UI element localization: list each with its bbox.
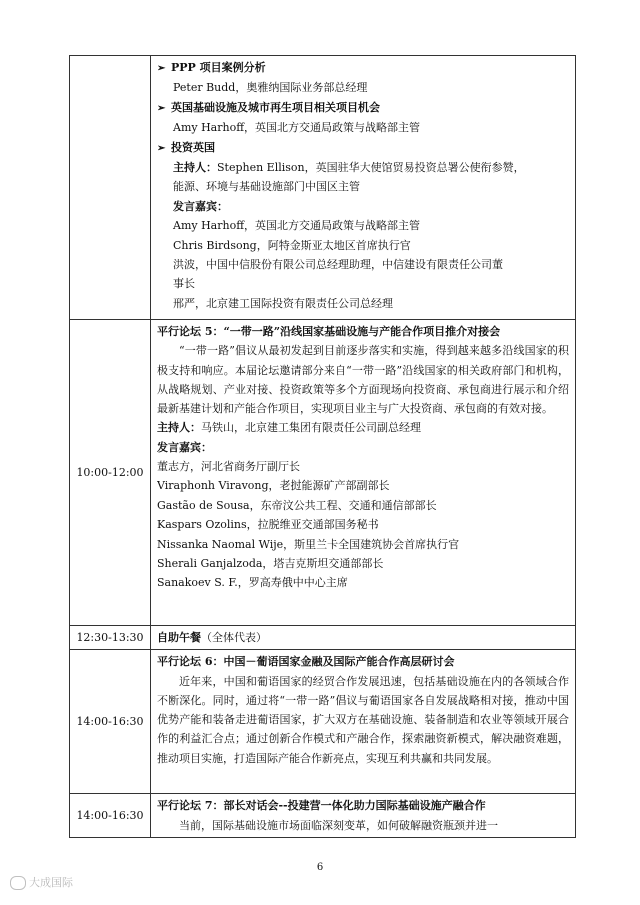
host-line: 主持人：Stephen Ellison，英国驻华大使馆贸易投资总署公使衔参赞，	[173, 161, 525, 175]
schedule-table	[69, 55, 576, 838]
forum-title: 平行论坛 7：部长对话会--投建营一体化助力国际基础设施产融合作	[157, 799, 486, 813]
speaker-line: Gastão de Sousa，东帝汶公共工程、交通和通信部部长	[157, 498, 437, 512]
lunch-line: 自助午餐（全体代表）	[157, 631, 267, 644]
time-cell: 14:00-16:30	[70, 650, 151, 794]
lunch-content	[151, 626, 576, 650]
schedule-row-forum-7	[70, 794, 576, 838]
schedule-row-forum-6	[70, 650, 576, 794]
speaker-line: Kaspars Ozolins，拉脱维亚交通部国务秘书	[157, 518, 379, 532]
uk-session-content	[151, 56, 576, 320]
forum-description: 近年来，中国和葡语国家的经贸合作发展迅速，包括基础设施在内的各领域合作不断深化。同时，通过将“一带一路”倡议与葡语国家各自发展战略相对接，推动中国优势产能和装备走进葡语国家，扩大双方在基础设施、装备制造和农业等领域开展合作的利益汇合点；通过创新合作模式和产融合作，探索融资新模式，解决融资难题，推动项目实施，打造国际产能合作新亮点，实现互利共赢和共同发展。	[157, 674, 569, 765]
speaker-line: 董志方，河北省商务厅副厅长	[157, 460, 300, 474]
forum-title: 平行论坛 5：“一带一路”沿线国家基础设施与产能合作项目推介对接会	[157, 325, 501, 338]
speaker-line: Sanakoev S. F.，罗高寿俄中中心主席	[157, 576, 348, 590]
arrow-bullet-icon: ➢	[157, 142, 166, 154]
speakers-heading: 发言嘉宾：	[173, 199, 228, 213]
time-cell: 14:00-16:30	[70, 794, 151, 838]
watermark: 大成国际	[10, 874, 73, 890]
forum-6-content	[151, 650, 576, 794]
host-line-cont: 能源、环境与基础设施部门中国区主管	[173, 180, 360, 194]
page-number: 6	[316, 862, 324, 873]
forum-description: 当前，国际基础设施市场面临深刻变革，如何破解融资瓶颈并进一	[179, 818, 498, 832]
speaker-line: Nissanka Naomal Wije，斯里兰卡全国建筑协会首席执行官	[157, 537, 460, 551]
forum-description: “一带一路”倡议从最初发起到目前逐步落实和实施，得到越来越多沿线国家的积极支持和响应。本届论坛邀请部分来自“一带一路”沿线国家的相关政府部门和机构，从战略规划、产业对接、投资政策等多个方面现场向投资商、承包商进行展示和介绍最新基建计划和产能合作项目，实现项目业主与广大投资商、承包商的有效对接。	[157, 344, 569, 416]
forum-7-content	[151, 794, 576, 838]
bullet-item: ➢ 投资英国	[157, 138, 569, 158]
speaker-line: Amy Harhoff，英国北方交通局政策与战略部主管	[173, 219, 421, 233]
speakers-heading: 发言嘉宾：	[157, 440, 212, 454]
speaker-line: Sherali Ganjalzoda，塔吉克斯坦交通部部长	[157, 557, 384, 571]
speaker-line: 洪波，中国中信股份有限公司总经理助理，中信建设有限责任公司董	[173, 258, 503, 272]
speaker-line: Peter Budd，奥雅纳国际业务部总经理	[173, 81, 368, 95]
watermark-logo-icon	[10, 876, 26, 890]
schedule-row-forum-5	[70, 320, 576, 626]
time-cell: 10:00-12:00	[70, 320, 151, 626]
arrow-bullet-icon: ➢	[157, 63, 166, 74]
time-cell: 12:30-13:30	[70, 626, 151, 650]
bullet-item: ➢ PPP 项目案例分析	[157, 58, 569, 78]
speaker-line: 邢严，北京建工国际投资有限责任公司总经理	[173, 296, 393, 310]
forum-5-content	[151, 320, 576, 626]
time-cell-empty	[70, 56, 151, 320]
speaker-line: Amy Harhoff，英国北方交通局政策与战略部主管	[173, 121, 421, 135]
host-line: 主持人：马铁山，北京建工集团有限责任公司副总经理	[157, 421, 421, 435]
arrow-bullet-icon: ➢	[157, 102, 166, 114]
speaker-line: Viraphonh Viravong，老挝能源矿产部副部长	[157, 479, 390, 493]
speaker-line: Chris Birdsong，阿特金斯亚太地区首席执行官	[173, 238, 411, 252]
schedule-row-uk-session	[70, 56, 576, 320]
forum-title: 平行论坛 6：中国－葡语国家金融及国际产能合作高层研讨会	[157, 655, 455, 669]
schedule-row-lunch	[70, 626, 576, 650]
bullet-item: ➢ 英国基础设施及城市再生项目相关项目机会	[157, 98, 569, 118]
speaker-line: 事长	[173, 277, 195, 291]
